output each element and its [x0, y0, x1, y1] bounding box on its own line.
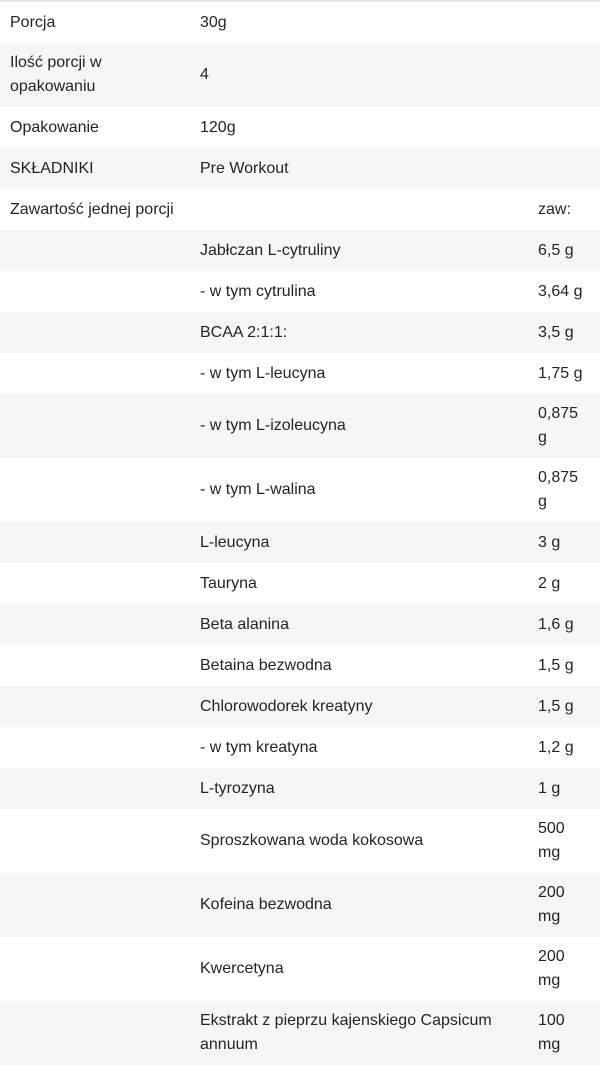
ingredient-amount: 2 g: [538, 574, 561, 592]
table-row: [0, 2, 600, 43]
row-value: 4: [200, 66, 209, 83]
table-row: [0, 148, 600, 189]
ingredient-amount: 100 mg: [538, 1012, 565, 1053]
ingredient-amount: 6,5 g: [538, 241, 574, 259]
table-row: [0, 522, 600, 563]
table-row: [0, 563, 600, 604]
table-row: [0, 768, 600, 809]
table-row: [0, 727, 600, 768]
ingredient-name: Ekstrakt z pieprzu kajenskiego Capsicum annuum: [200, 1012, 492, 1053]
table-row: [0, 686, 600, 727]
ingredient-amount: 1 g: [538, 779, 561, 797]
section-title: Zawartość jednej porcji: [10, 200, 174, 218]
table-row: [0, 107, 600, 148]
ingredient-name: Sproszkowana woda kokosowa: [200, 832, 424, 849]
ingredient-amount: 200 mg: [538, 948, 565, 989]
section-header-row: [0, 189, 600, 230]
table-row: [0, 1001, 600, 1065]
ingredient-amount: 0,875 g: [538, 405, 579, 446]
table-row: [0, 809, 600, 873]
ingredient-name: Jabłczan L-cytruliny: [200, 241, 341, 259]
ingredient-amount: 1,2 g: [538, 738, 574, 756]
table-row: [0, 394, 600, 458]
table-row: [0, 271, 600, 312]
ingredient-name: - w tym L-izoleucyna: [200, 417, 346, 434]
ingredient-amount: 3,64 g: [538, 282, 583, 300]
table-row: [0, 645, 600, 686]
ingredient-name: - w tym L-walina: [200, 481, 316, 498]
ingredient-name: Kofeina bezwodna: [200, 896, 332, 913]
row-label: Ilość porcji w opakowaniu: [10, 54, 102, 95]
ingredient-name: - w tym kreatyna: [200, 738, 318, 756]
table-row: [0, 458, 600, 522]
ingredient-name: - w tym cytrulina: [200, 282, 316, 300]
ingredient-amount: 200 mg: [538, 884, 565, 925]
ingredient-name: Betaina bezwodna: [200, 656, 332, 674]
ingredient-amount: 1,5 g: [538, 656, 574, 674]
table-row: [0, 604, 600, 645]
ingredient-amount: 0,875 g: [538, 469, 579, 510]
ingredient-amount: 1,6 g: [538, 615, 574, 633]
ingredient-amount: 1,5 g: [538, 697, 574, 715]
row-label: Opakowanie: [10, 118, 99, 136]
row-label: Porcja: [10, 13, 56, 31]
table-row: [0, 937, 600, 1001]
ingredient-name: L-tyrozyna: [200, 779, 275, 797]
ingredient-amount: 1,75 g: [538, 364, 583, 382]
ingredient-name: Kwercetyna: [200, 960, 284, 977]
row-value: 120g: [200, 118, 236, 136]
table-row: [0, 312, 600, 353]
ingredient-name: - w tym L-leucyna: [200, 364, 326, 382]
ingredient-name: Chlorowodorek kreatyny: [200, 697, 373, 715]
table-row: [0, 230, 600, 271]
row-label: SKŁADNIKI: [10, 159, 94, 177]
ingredient-name: Tauryna: [200, 574, 257, 592]
table-row: [0, 353, 600, 394]
ingredient-name: L-leucyna: [200, 533, 270, 551]
ingredient-amount: 3 g: [538, 533, 561, 551]
ingredient-name: BCAA 2:1:1:: [200, 323, 288, 341]
row-value: 30g: [200, 13, 227, 31]
amount-column-header: zaw:: [538, 200, 571, 218]
table-row: [0, 873, 600, 937]
ingredient-amount: 500 mg: [538, 820, 565, 861]
row-value: Pre Workout: [200, 159, 289, 177]
ingredient-name: Beta alanina: [200, 615, 289, 633]
ingredient-amount: 3,5 g: [538, 323, 574, 341]
table-row: [0, 43, 600, 107]
